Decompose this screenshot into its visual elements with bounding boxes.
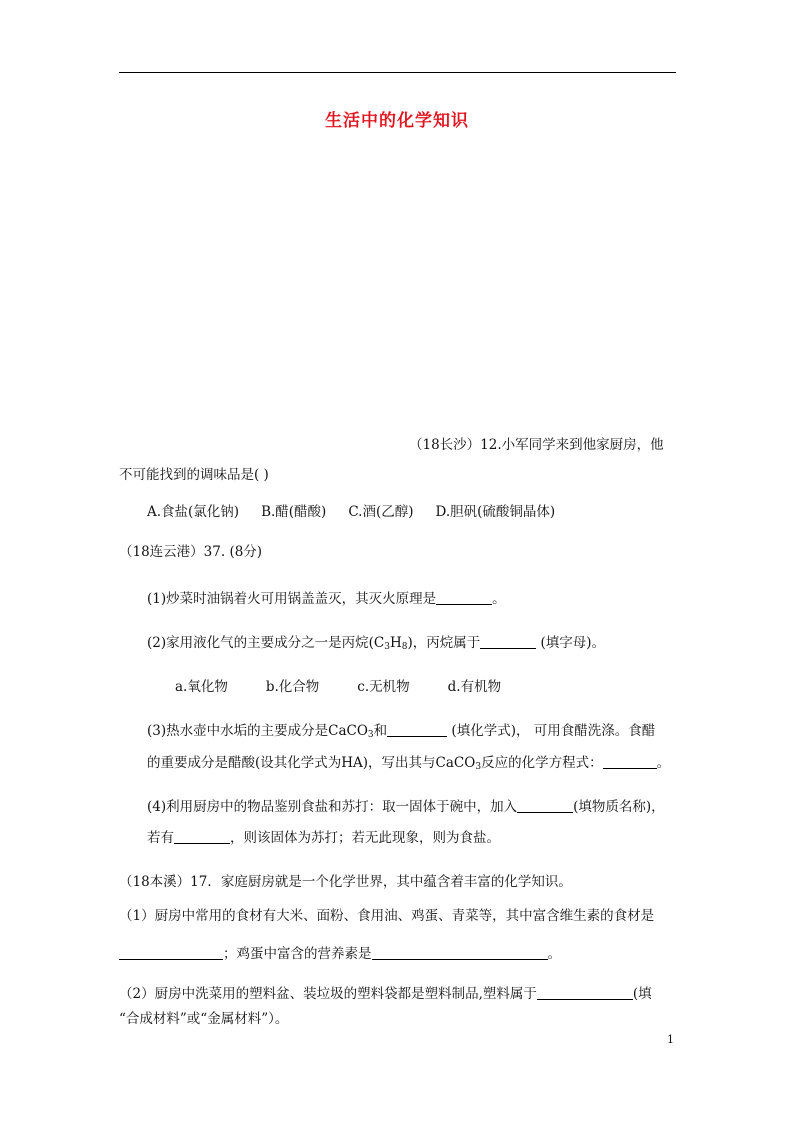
- q2-part4-blank1: [517, 798, 573, 813]
- q2-part2-text-a: (2)家用液化气的主要成分之一是丙烷(C: [147, 635, 385, 651]
- q1-option-b: B.醋(醋酸): [261, 504, 327, 520]
- q2-option-b: b.化合物: [265, 679, 320, 695]
- header-rule: [119, 72, 676, 73]
- q2-part4-line2-a: 若有: [147, 830, 174, 846]
- q3-part1-blank2: [372, 945, 548, 960]
- q2-part2-text-c: )，丙烷属于: [407, 635, 481, 651]
- q2-part2-end: (填字母)。: [536, 635, 606, 651]
- q2-part3-line2-b: 反应的化学方程式：: [481, 755, 603, 771]
- q2-part3-line2: [147, 754, 670, 776]
- q2-part4-line1: [147, 798, 665, 816]
- q2-part3-text-a: (3)热水壶中水垢的主要成分是CaCO: [147, 723, 368, 739]
- q2-part3-blank1: [387, 722, 447, 737]
- q2-part2-text-b: H: [389, 635, 402, 651]
- q1-option-d: D.胆矾(硫酸铜晶体): [435, 504, 556, 520]
- q1-intro-line2: 不可能找到的调味品是( ): [119, 467, 269, 483]
- q2-part4-line2: [147, 829, 500, 847]
- q2-part4-text-b: (填物质名称)，: [573, 799, 665, 815]
- q2-part2-blank: [480, 634, 536, 649]
- q1-intro-line1: （18长沙）12.小军同学来到他家厨房，他: [409, 437, 664, 453]
- q2-part4-blank2: [174, 829, 230, 844]
- q2-part3-line2-end: 。: [656, 755, 671, 771]
- q1-option-a: A.食盐(氯化钠): [147, 504, 240, 520]
- q2-part2-sub1: 3: [384, 642, 390, 652]
- q2-option-c: c.无机物: [357, 679, 410, 695]
- q2-part1-blank: [436, 590, 492, 605]
- q2-part3-text-c: (填化学式)， 可用食醋洗涤。食醋: [447, 723, 656, 739]
- q3-part1-line1: （1）厨房中常用的食材有大米、面粉、食用油、鸡蛋、青菜等，其中富含维生素的食材是: [119, 908, 655, 924]
- q3-part1-line2-a: ；鸡蛋中富含的营养素是: [223, 946, 372, 962]
- q1-options: [147, 503, 577, 521]
- q2-heading: （18连云港）37. (8分): [119, 544, 263, 560]
- q2-part2-options: [175, 678, 523, 696]
- q3-heading: （18本溪）17．家庭厨房就是一个化学世界，其中蕴含着丰富的化学知识。: [119, 874, 572, 890]
- q3-part1-line2-end: 。: [547, 946, 561, 962]
- q2-part2: [147, 634, 605, 656]
- q2-option-a: a.氧化物: [175, 679, 228, 695]
- q2-part3-sub: 3: [367, 730, 374, 740]
- q3-part2-line2: “合成材料”或“金属材料”）。: [119, 1011, 289, 1027]
- q2-part3-line2-a: 的重要成分是醋酸(设其化学式为HA)，写出其与CaCO: [147, 755, 476, 771]
- q2-part3-text-b: 和: [373, 723, 388, 739]
- q2-part1-end: 。: [492, 591, 506, 607]
- page-title: 生活中的化学知识: [325, 111, 469, 131]
- q2-part4-line2-b: ，则该固体为苏打；若无此现象，则为食盐。: [230, 830, 500, 846]
- q2-part1: [147, 590, 506, 608]
- q2-part3-blank2: [603, 754, 657, 769]
- q3-part1-line2: [119, 945, 561, 963]
- page-number: 1: [667, 1033, 674, 1046]
- q2-part1-text: (1)炒菜时油锅着火可用锅盖盖灭，其灭火原理是: [147, 591, 437, 607]
- q2-part3-line1: [147, 722, 655, 744]
- q3-part2-line1: [119, 985, 652, 1003]
- q2-part3-line2-sub: 3: [475, 762, 482, 772]
- q2-part4-text-a: (4)利用厨房中的物品鉴别食盐和苏打：取一固体于碗中，加入: [147, 799, 518, 815]
- q3-part2-end: (填: [632, 986, 652, 1002]
- q3-part1-blank1: [119, 945, 223, 960]
- q1-option-c: C.酒(乙醇): [348, 504, 414, 520]
- q3-part2-text: （2）厨房中洗菜用的塑料盆、装垃圾的塑料袋都是塑料制品,塑料属于: [119, 986, 537, 1002]
- q3-part2-blank: [537, 985, 633, 1000]
- q2-option-d: d.有机物: [447, 679, 502, 695]
- q2-part2-sub2: 8: [401, 642, 408, 652]
